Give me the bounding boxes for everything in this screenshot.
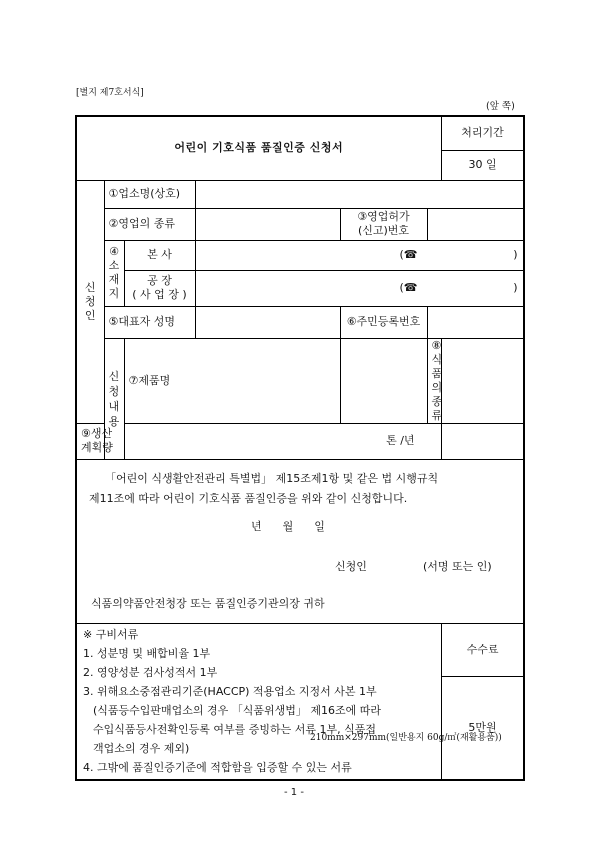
processing-period-label: 처리기간 bbox=[441, 116, 524, 150]
production-plan-label: ⑨생산계획량 bbox=[76, 423, 124, 459]
form-title: 어린이 기호식품 품질인증 신청서 bbox=[76, 116, 441, 180]
business-name-label: ①업소명(상호) bbox=[104, 180, 195, 208]
production-plan-field[interactable] bbox=[124, 423, 441, 459]
license-number-label: ③영업허가 (신고)번호 bbox=[340, 208, 427, 240]
factory-phone-close: ) bbox=[513, 281, 518, 294]
head-office-phone-open: (☎ bbox=[399, 248, 418, 261]
document-item: (식품등수입판매업소의 경우 「식품위생법」 제16조에 따라 bbox=[93, 703, 382, 717]
required-documents bbox=[76, 623, 441, 780]
business-type-label: ②영업의 종류 bbox=[104, 208, 195, 240]
document-item: 4. 그밖에 품질인증기준에 적합함을 입증할 수 있는 서류 bbox=[83, 760, 352, 774]
applicant-section-label: 신 청 인 bbox=[76, 180, 104, 423]
factory-label: 공 장 ( 사 업 장 ) bbox=[124, 270, 195, 306]
signature-or-seal: (서명 또는 인) bbox=[423, 559, 492, 573]
declaration-line-1: 「어린이 식생활안전관리 특별법」 제15조제1항 및 같은 법 시행규칙 bbox=[105, 471, 439, 485]
declaration-date: 년 월 일 bbox=[251, 519, 325, 533]
document-item: 객업소의 경우 제외) bbox=[93, 741, 190, 755]
document-item: 2. 영양성분 검사성적서 1부 bbox=[83, 665, 218, 679]
page-number: - 1 - bbox=[284, 787, 304, 798]
fee-label: 수수료 bbox=[441, 623, 524, 677]
processing-period-value: 30 일 bbox=[441, 150, 524, 180]
head-office-field[interactable] bbox=[195, 240, 524, 270]
business-name-field[interactable] bbox=[195, 180, 524, 208]
applicant-signature-label: 신청인 bbox=[335, 559, 367, 573]
food-type-label: ⑧식품의 종류 bbox=[427, 338, 441, 423]
application-section-label: 신 청 내 용 bbox=[104, 338, 124, 459]
license-number-field[interactable] bbox=[427, 208, 524, 240]
form-number: [별지 제7호서식] bbox=[76, 88, 144, 98]
documents-heading: ※ 구비서류 bbox=[83, 627, 139, 641]
head-office-label: 본 사 bbox=[124, 240, 195, 270]
page-side-label: (앞 쪽) bbox=[486, 101, 515, 112]
factory-phone-open: (☎ bbox=[399, 281, 418, 294]
product-name-label: ⑦제품명 bbox=[124, 338, 340, 423]
business-type-field[interactable] bbox=[195, 208, 340, 240]
production-unit: 톤 /년 bbox=[386, 434, 415, 447]
addressee: 식품의약품안전청장 또는 품질인증기관의장 귀하 bbox=[91, 596, 325, 610]
declaration-line-2: 제11조에 따라 어린이 기호식품 품질인증을 위와 같이 신청합니다. bbox=[89, 491, 408, 505]
food-type-field[interactable] bbox=[441, 338, 524, 423]
document-item: 수입식품등사전확인등록 여부를 증빙하는 서류 1부, 식품접 bbox=[93, 722, 376, 736]
paper-size-note: 210mm×297mm(일반용지 60g/㎡(재활용품)) bbox=[310, 733, 502, 743]
document-item: 3. 위해요소중점관리기준(HACCP) 적용업소 지정서 사본 1부 bbox=[83, 684, 377, 698]
representative-field[interactable] bbox=[195, 306, 340, 338]
fee-value: 5만원 bbox=[441, 677, 524, 780]
representative-label: ⑤대표자 성명 bbox=[104, 306, 195, 338]
head-office-phone-close: ) bbox=[513, 248, 518, 261]
factory-field[interactable] bbox=[195, 270, 524, 306]
application-form bbox=[75, 115, 525, 781]
resident-number-label: ⑥주민등록번호 bbox=[340, 306, 427, 338]
declaration-block bbox=[76, 459, 524, 623]
location-label: ④ 소 재 지 bbox=[104, 240, 124, 306]
resident-number-field[interactable] bbox=[427, 306, 524, 338]
document-item: 1. 성분명 및 배합비율 1부 bbox=[83, 646, 211, 660]
product-name-field[interactable] bbox=[340, 338, 427, 423]
